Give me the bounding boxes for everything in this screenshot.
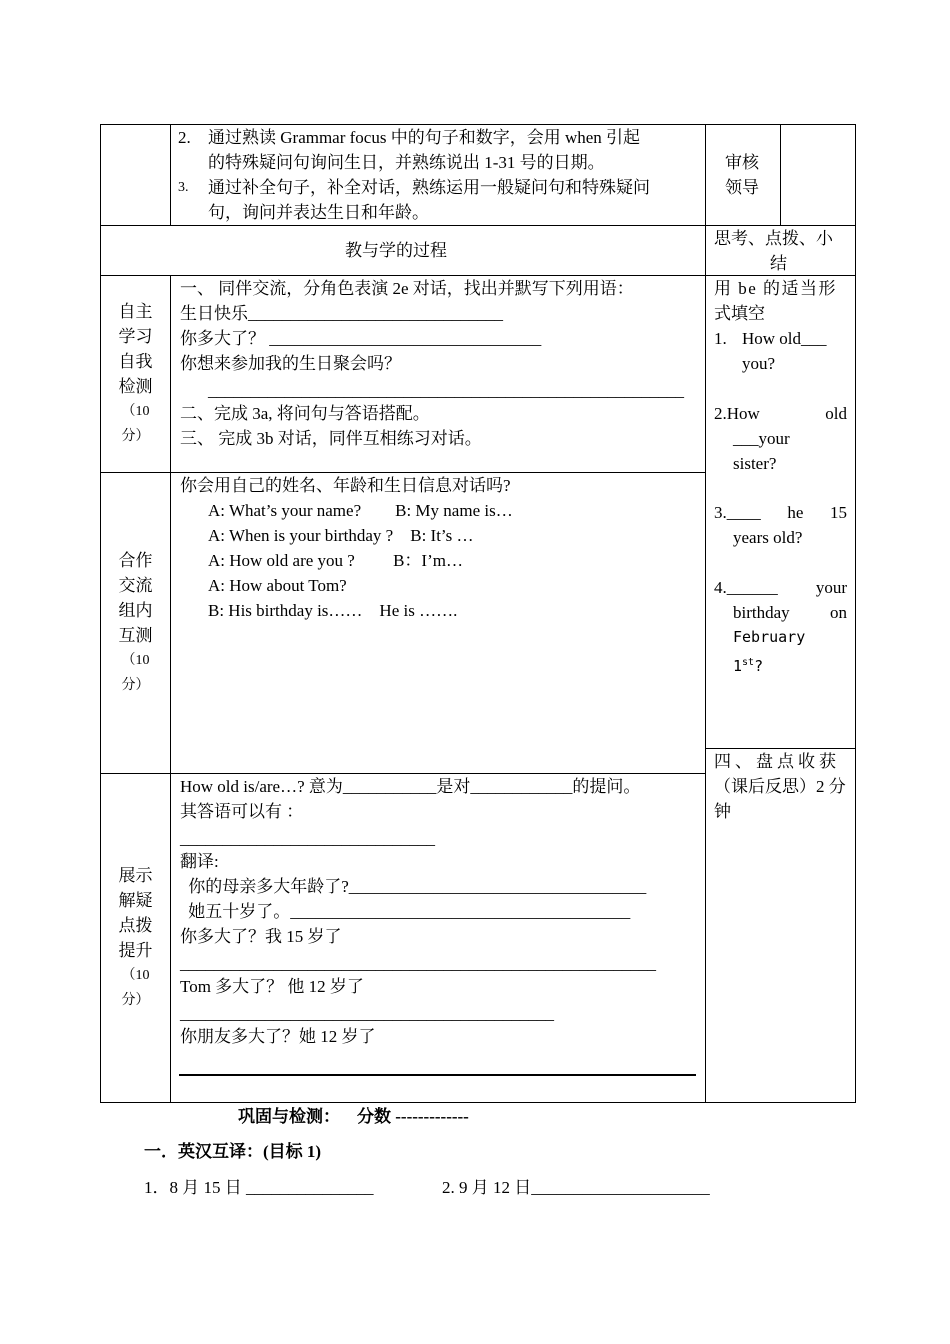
dialogue-line-2: A: When is your birthday ? B: It’s … <box>208 526 474 545</box>
display-label-6: 分） <box>121 993 150 1008</box>
objective-3-line2: 句，询问并表达生日和年龄。 <box>208 203 429 222</box>
be-q4-part-a: 4.______ <box>714 578 778 597</box>
table-border-right <box>855 124 856 1103</box>
self-study-label-2: 学习 <box>118 327 153 346</box>
process-title: 教与学的过程 <box>345 241 447 260</box>
self-study-line5: ________________________________________________________ <box>208 381 684 400</box>
self-study-label-6: 分） <box>121 429 150 444</box>
exercise-q2: 2. 9 月 12 日_____________________ <box>442 1178 710 1197</box>
objective-3-line1: 通过补全句子，补全对话，熟练运用一般疑问句和特殊疑问 <box>208 178 650 197</box>
be-q3-line1 <box>714 500 847 525</box>
cooperation-label-3: 组内 <box>118 601 153 620</box>
dialogue-line-5: B: His birthday is…… He is ……. <box>208 601 458 620</box>
be-q4-line4 <box>733 650 763 679</box>
objective-2-number: 2. <box>178 128 191 147</box>
harvest-line1 <box>714 749 847 774</box>
display-label-4: 提升 <box>118 941 153 960</box>
be-q4-part-d: on <box>830 603 847 622</box>
display-line2: 其答语可以有 ： <box>180 802 304 821</box>
cooperation-label-5: （10 <box>121 653 150 668</box>
be-q4-line3: February <box>733 628 806 646</box>
be-q4-part-b: your <box>815 578 847 597</box>
harvest-line1-text: 四、盘点收获 <box>714 752 840 771</box>
be-q2-line1 <box>714 401 847 426</box>
display-line1: How old is/are…? 意为___________是对____________的提问。 <box>180 777 641 796</box>
col-divider-review <box>780 124 781 226</box>
section-1-heading: 一．英汉互译：(目标 1) <box>144 1142 322 1161</box>
cooperation-intro: 你会用自己的姓名、年龄和生日信息对话吗? <box>180 476 511 495</box>
self-study-line2: 生日快乐______________________________ <box>180 304 503 323</box>
be-fill-title-line2: 式填空 <box>714 304 765 323</box>
self-study-line1: 一、 同伴交流，分角色表演 2e 对话，找出并默写下列用语： <box>180 279 634 298</box>
display-label-1: 展示 <box>118 866 153 885</box>
col-divider-side <box>705 124 706 1103</box>
self-study-line6: 二、完成 3a, 将问句与答语搭配。 <box>180 404 430 423</box>
self-study-label <box>101 299 170 449</box>
display-line10: ____________________________________________ <box>180 1004 554 1023</box>
table-border-bottom <box>100 1102 856 1103</box>
be-q2-line2: ___your <box>733 429 790 448</box>
cooperation-label-4: 互测 <box>118 626 153 645</box>
display-line9: Tom 多大了？ 他 12 岁了 <box>180 977 364 996</box>
self-study-label-5: （10 <box>121 404 150 419</box>
be-q4-ordinal: st <box>742 657 755 668</box>
be-q4-mark: ? <box>754 657 764 675</box>
self-study-line3: 你多大了？ ________________________________ <box>180 329 542 348</box>
exercise-q1: 1．8 月 15 日 _______________ <box>144 1178 374 1197</box>
be-q1-number: 1. <box>714 329 727 348</box>
col-divider-label-top <box>170 124 171 226</box>
be-q3-part-c: 15 <box>829 503 847 522</box>
display-line11: 你朋友多大了？她 12 岁了 <box>180 1027 376 1046</box>
be-q3-line2: years old? <box>733 528 803 547</box>
be-fill-title-line1 <box>714 276 847 301</box>
be-q4-line2 <box>733 600 847 625</box>
display-label-3: 点拨 <box>118 916 153 935</box>
display-line4: 翻译: <box>180 852 219 871</box>
cooperation-label-2: 交流 <box>118 576 153 595</box>
self-study-line4: 你想来参加我的生日聚会吗？ <box>180 354 401 373</box>
cooperation-label-1: 合作 <box>118 551 153 570</box>
review-label-2: 领导 <box>725 178 759 197</box>
be-q2-part-a: 2.How <box>714 404 760 423</box>
harvest-line2: （课后反思）2 分 <box>714 777 846 796</box>
cooperation-label <box>101 548 170 698</box>
self-study-line7: 三、 完成 3b 对话，同伴互相练习对话。 <box>180 429 482 448</box>
display-label <box>101 863 170 1013</box>
self-study-label-3: 自我 <box>118 352 153 371</box>
be-q4-day: 1 <box>733 657 743 675</box>
display-line6: 她五十岁了。________________________________________ <box>184 902 631 921</box>
be-q2-line3: sister? <box>733 454 777 473</box>
side-header-line1: 思考、点拨、小 <box>714 229 833 248</box>
display-line8: ________________________________________________________ <box>180 954 656 973</box>
cooperation-label-6: 分） <box>121 678 150 693</box>
be-q3-part-a: 3.____ <box>714 503 761 522</box>
be-q1-line2: you? <box>742 354 776 373</box>
be-q2-part-b: old <box>825 404 847 423</box>
dialogue-line-4: A: How about Tom? <box>208 576 347 595</box>
consolidate-heading: 巩固与检测： 分数 ------------- <box>238 1107 469 1126</box>
be-q4-part-c: birthday <box>733 603 790 622</box>
display-answer-rule <box>179 1074 696 1076</box>
objective-2-line2: 的特殊疑问句询问生日，并熟练说出 1-31 号的日期。 <box>208 153 605 172</box>
dialogue-line-1: A: What’s your name? B: My name is… <box>208 501 513 520</box>
harvest-line3: 钟 <box>714 802 731 821</box>
self-study-label-4: 检测 <box>118 377 153 396</box>
display-line3: ______________________________ <box>180 829 435 848</box>
side-header-line2: 结 <box>770 254 787 273</box>
be-fill-title-text: 用 be 的适当形 <box>714 279 838 298</box>
display-label-2: 解疑 <box>118 891 153 910</box>
display-line7: 你多大了？我 15 岁了 <box>180 927 342 946</box>
display-label-5: （10 <box>121 968 150 983</box>
display-line5: 你的母亲多大年龄了?___________________________________ <box>184 877 647 896</box>
be-q1-line1: How old___ <box>742 329 827 348</box>
self-study-label-1: 自主 <box>118 302 153 321</box>
be-q4-line1 <box>714 575 847 600</box>
be-q3-part-b: he <box>787 503 804 522</box>
objective-3-number: 3. <box>178 180 189 195</box>
col-divider-label <box>170 275 171 1103</box>
review-label-1: 审核 <box>725 153 759 172</box>
dialogue-line-3: A: How old are you ? B：I’m… <box>208 551 463 570</box>
objective-2-line1: 通过熟读 Grammar focus 中的句子和数字，会用 when 引起 <box>208 128 641 147</box>
